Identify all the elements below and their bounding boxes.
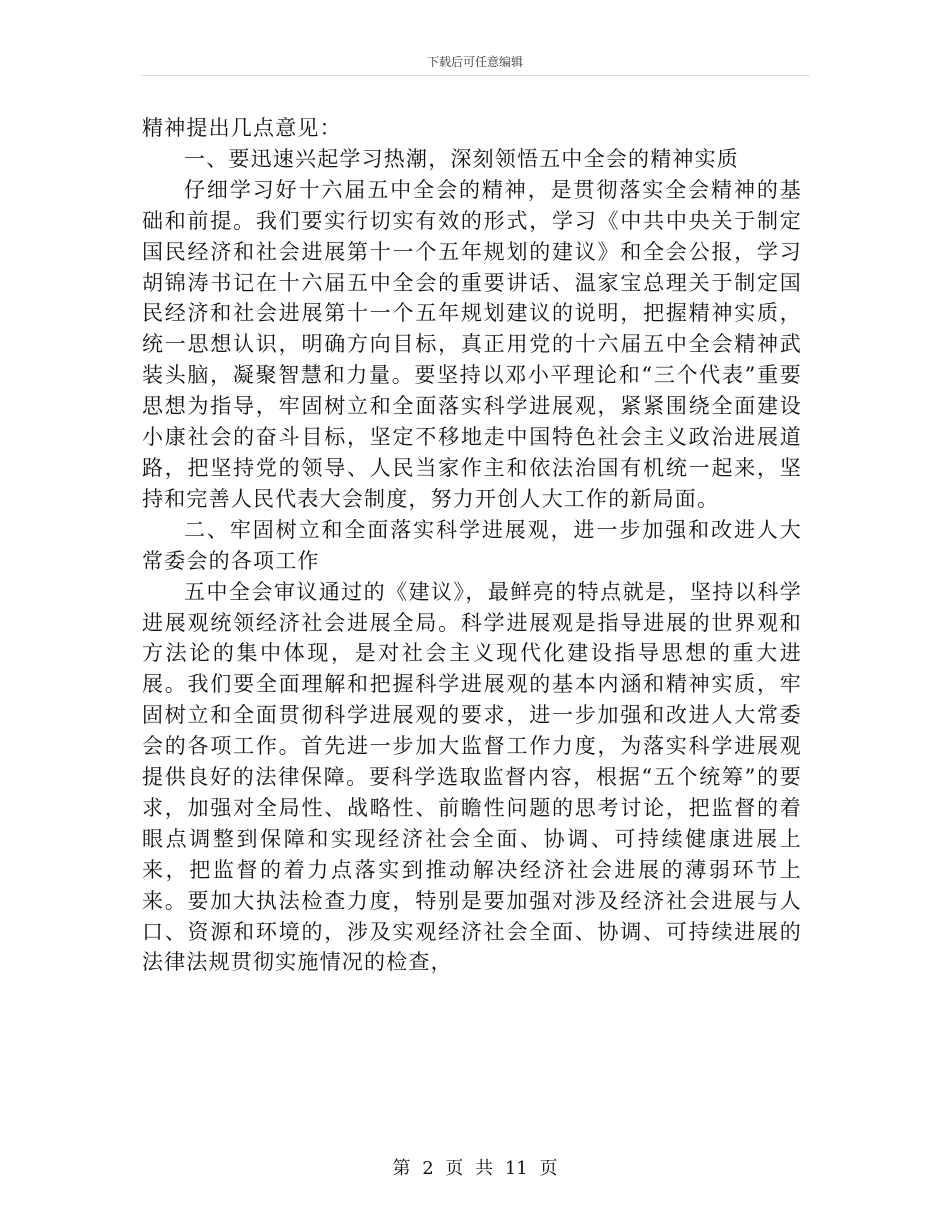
- page-header: 下载后可任意编辑: [426, 55, 523, 69]
- paragraph-scientific-development: 五中全会审议通过的《建议》，最鲜亮的特点就是，坚持以科学进展观统领经济社会进展全局。科学进展观是指导进展的世界观和方法论的集中体现，是对社会主义现代化建设指导思想的重大进展。我们要全面理解和把握科学进展观的基本内涵和精神实质，牢固树立和全面贯彻科学进展观的要求，进一步加强和改进人大常委会的各项工作。首先进一步加大监督工作力度，为落实科学进展观提供良好的法律保障。要科学选取监督内容，根据“五个统筹”的要求，加强对全局性、战略性、前瞻性问题的思考讨论，把监督的着眼点调整到保障和实现经济社会全面、协调、可持续健康进展上来，把监督的着力点落实到推动解决经济社会进展的薄弱环节上来。要加大执法检查力度，特别是要加强对涉及经济社会进展与人口、资源和环境的，涉及实观经济社会全面、协调、可持续进展的法律法规贯彻实施情况的检查，: [142, 579, 802, 975]
- paragraph-study-spirit: 仔细学习好十六届五中全会的精神，是贯彻落实全会精神的基础和前提。我们要实行切实有效的形式，学习《中共中央关于制定国民经济和社会进展第十一个五年规划的建议》和全会公报，学习胡锦涛书记在十六届五中全会的重要讲话、温家宝总理关于制定国民经济和社会进展第十一个五年规划建议的说明，把握精神实质，统一思想认识，明确方向目标，真正用党的十六届五中全会精神武装头脑，凝聚智慧和力量。要坚持以邓小平理论和“三个代表”重要思想为指导，牢固树立和全面落实科学进展观，紧紧围绕全面建设小康社会的奋斗目标，坚定不移地走中国特色社会主义政治进展道路，把坚持党的领导、人民当家作主和依法治国有机统一起来，坚持和完善人民代表大会制度，努力开创人大工作的新局面。: [142, 177, 802, 511]
- section-heading-1: 一、要迅速兴起学习热潮，深刻领悟五中全会的精神实质: [184, 146, 739, 171]
- header-divider: [140, 75, 810, 76]
- document-body: [142, 113, 802, 978]
- paragraph-intro-ending: 精神提出几点意见：: [142, 116, 342, 140]
- section-heading-2: 二、牢固树立和全面落实科学进展观，进一步加强和改进人大常委会的各项工作: [142, 517, 802, 573]
- page-number-footer: 第 2 页 共 11 页: [392, 1158, 558, 1179]
